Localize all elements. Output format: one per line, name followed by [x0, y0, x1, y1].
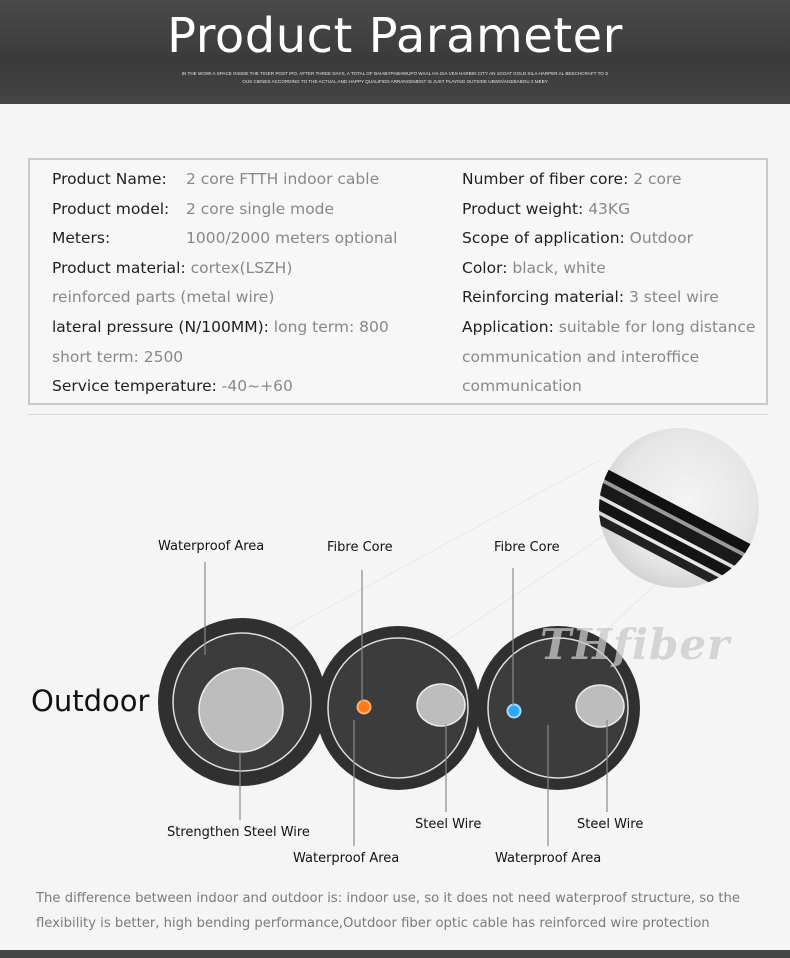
- fibre-core-orange: [358, 701, 371, 714]
- outdoor-label: Outdoor: [31, 684, 150, 718]
- cable-middle: [316, 626, 480, 790]
- steel-wire-middle: [417, 684, 465, 726]
- label-waterproof-area-bottom-1: Waterproof Area: [293, 851, 400, 866]
- parameter-label: Product material:: [52, 258, 186, 277]
- parameter-row: [462, 165, 767, 195]
- parameter-row: [52, 372, 452, 402]
- parameter-value: black, white: [507, 258, 606, 277]
- parameter-row: [52, 195, 452, 225]
- steel-wire-right: [576, 685, 624, 727]
- parameter-value: 1000/2000 meters optional: [186, 229, 398, 248]
- parameter-value: 3 steel wire: [624, 288, 719, 307]
- fine-print-line-1: IN THE WOW! A SPACE INSIDE THE TIGER POST IPO, AFTER THREE DAYS, A TOTAL OF BAIABYPABHWUPO WAAL HA GIA VES HARBIN CITY AN 1GOAT GOLD KILA HARPER AL BEECHCRAFT TO S: [181, 71, 609, 76]
- parameter-label: Scope of application:: [462, 229, 625, 248]
- parameter-label: Color:: [462, 258, 508, 277]
- parameter-label: Number of fiber core:: [462, 170, 629, 188]
- label-waterproof-area-top: Waterproof Area: [158, 539, 265, 554]
- label-strengthen-steel-wire: Strengthen Steel Wire: [167, 825, 310, 840]
- parameter-label: Product Name:: [52, 170, 167, 188]
- parameter-table: [28, 158, 768, 405]
- parameter-value: -40~+60: [216, 377, 293, 396]
- label-waterproof-area-bottom-2: Waterproof Area: [495, 851, 602, 866]
- page-header: [0, 0, 790, 104]
- label-fibre-core-1: Fibre Core: [327, 540, 393, 555]
- parameter-row: [462, 254, 767, 284]
- section-divider: [28, 414, 768, 415]
- parameter-value: 2 core single mode: [186, 199, 335, 218]
- brand-watermark: THfiber: [540, 620, 731, 669]
- parameter-row: [462, 224, 767, 254]
- parameter-value: reinforced parts (metal wire): [52, 288, 275, 307]
- fine-print-line-2: OUS CIENES ACCORDING TO THE ACTUAL AND HAPPY QUALIFIED ARRANGEMENT IS JUST PLAYING OUTSIDE UBWO/AGEBABOU 2 MEBY: [242, 79, 548, 84]
- parameter-row: [462, 195, 767, 225]
- parameter-row: [462, 372, 767, 402]
- parameter-row: [52, 343, 452, 373]
- parameter-label: Meters:: [52, 229, 111, 248]
- parameter-label: Service temperature:: [52, 377, 217, 396]
- fibre-core-blue: [508, 705, 521, 718]
- parameter-label: Product weight:: [462, 199, 584, 218]
- parameter-label: Product model:: [52, 199, 170, 218]
- parameter-row: [462, 313, 767, 343]
- parameter-row: [462, 343, 767, 373]
- parameter-value: communication and interoffice: [462, 347, 700, 366]
- cable-strengthen: [158, 618, 326, 786]
- parameter-row: [462, 283, 767, 313]
- parameter-row: [52, 224, 452, 254]
- parameter-row: [52, 283, 452, 313]
- header-fine-print: [170, 70, 620, 86]
- parameter-column-left: [52, 165, 452, 402]
- parameter-label: Application:: [462, 317, 554, 336]
- parameter-value: cortex(LSZH): [185, 258, 293, 277]
- parameter-column-right: [462, 165, 767, 402]
- parameter-row: [52, 313, 452, 343]
- label-steel-wire-1: Steel Wire: [415, 817, 482, 832]
- cable-cross-section-diagram: [0, 420, 790, 880]
- parameter-label: Reinforcing material:: [462, 288, 625, 307]
- parameter-row: [52, 254, 452, 284]
- page-title: Product Parameter: [167, 8, 623, 64]
- parameter-value: long term: 800: [268, 317, 389, 336]
- label-fibre-core-2: Fibre Core: [494, 540, 560, 555]
- parameter-value: 2 core FTTH indoor cable: [186, 170, 380, 188]
- parameter-value: 2 core: [628, 170, 682, 188]
- indoor-outdoor-note: The difference between indoor and outdoor is: indoor use, so it does not need waterproof structure, so the flexibility is better, high bending performance,Outdoor fiber optic cable has reinforced wire protection: [36, 891, 740, 931]
- parameter-value: short term: 2500: [52, 347, 184, 366]
- label-steel-wire-2: Steel Wire: [577, 817, 644, 832]
- parameter-row: [52, 165, 452, 195]
- parameter-label: lateral pressure (N/100MM):: [52, 317, 269, 336]
- parameter-value: communication: [462, 377, 582, 396]
- cable-closeup-photo: [590, 428, 790, 630]
- bottom-bar: [0, 950, 790, 958]
- parameter-value: Outdoor: [624, 229, 693, 248]
- parameter-value: suitable for long distance: [553, 317, 756, 336]
- parameter-value: 43KG: [583, 199, 631, 218]
